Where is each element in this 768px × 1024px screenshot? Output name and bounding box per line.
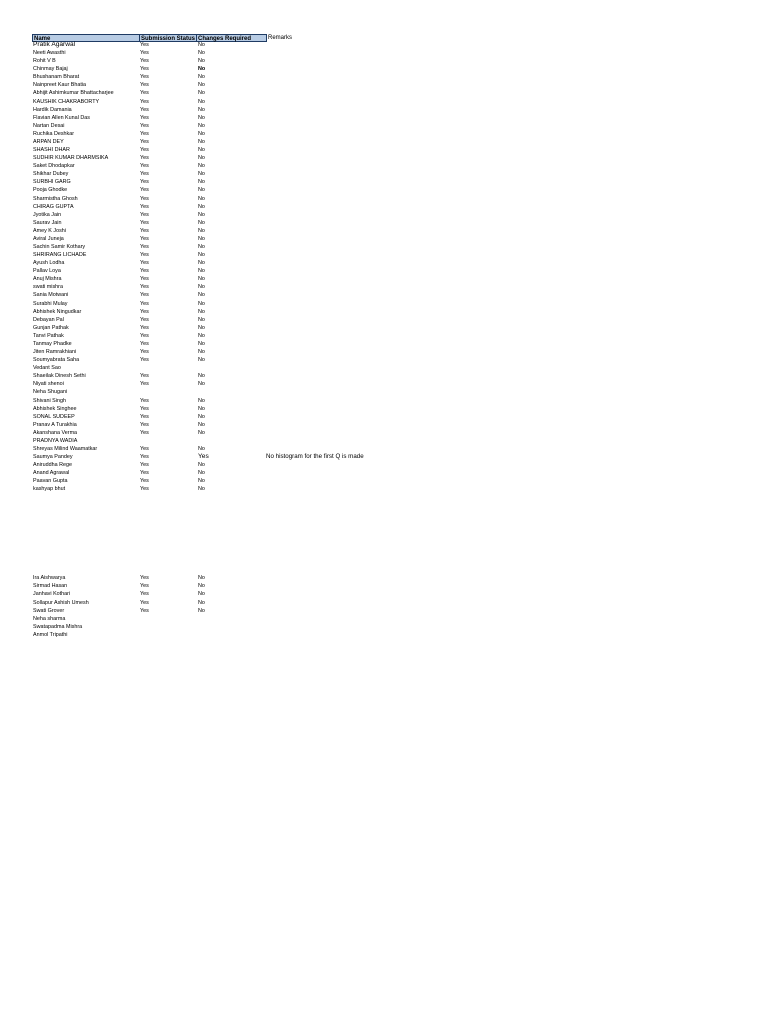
submission-cell[interactable]: Yes — [140, 284, 149, 291]
table-row — [0, 518, 768, 526]
table-row — [0, 461, 768, 469]
submission-cell[interactable]: Yes — [140, 397, 149, 404]
name-cell[interactable]: SONAL SUDEEP — [33, 413, 75, 420]
table-row — [0, 558, 768, 566]
changes-cell[interactable]: No — [198, 308, 205, 315]
submission-cell[interactable]: Yes — [140, 171, 149, 178]
submission-cell[interactable]: Yes — [140, 235, 149, 242]
changes-cell[interactable]: No — [198, 187, 205, 194]
name-cell[interactable]: Rohit V B — [33, 58, 56, 65]
table-row — [0, 267, 768, 275]
table-row — [0, 574, 768, 582]
name-cell[interactable]: Ira Aishwarya — [33, 575, 66, 582]
changes-cell[interactable]: No — [198, 82, 205, 89]
submission-cell[interactable]: Yes — [140, 462, 149, 469]
name-cell[interactable]: SHASHI DHAR — [33, 147, 70, 154]
name-cell[interactable]: Niyati shenoi — [33, 381, 64, 388]
submission-cell[interactable]: Yes — [140, 187, 149, 194]
table-row — [0, 510, 768, 518]
table-row — [0, 582, 768, 590]
changes-cell[interactable]: No — [198, 227, 205, 234]
submission-cell[interactable]: Yes — [140, 138, 149, 145]
changes-cell[interactable]: No — [198, 195, 205, 202]
submission-cell[interactable]: Yes — [140, 74, 149, 81]
table-row — [0, 251, 768, 259]
name-cell[interactable]: Flavian Allen Kunal Das — [33, 114, 90, 121]
name-cell[interactable]: Shreyas Milind Waamatkar — [33, 446, 98, 452]
changes-cell[interactable]: No — [198, 599, 205, 606]
name-cell[interactable]: Anuj Mishra — [33, 276, 62, 283]
name-cell[interactable]: Vedant Sao — [33, 365, 61, 372]
name-cell[interactable]: Swati Grover — [33, 607, 65, 614]
name-cell[interactable]: Sharmistha Ghosh — [33, 195, 78, 202]
changes-cell[interactable]: No — [198, 203, 205, 210]
changes-cell[interactable]: No — [198, 324, 205, 331]
submission-cell[interactable]: Yes — [140, 478, 149, 485]
table-row — [0, 186, 768, 194]
name-cell[interactable]: Ruchika Deshkar — [33, 130, 75, 137]
table-row — [0, 534, 768, 542]
submission-cell[interactable]: Yes — [140, 252, 149, 259]
submission-cell[interactable]: Yes — [140, 300, 149, 307]
changes-cell[interactable]: No — [198, 155, 205, 162]
table-row — [0, 89, 768, 97]
name-cell[interactable]: Swatapadma Mishra — [33, 623, 83, 630]
name-cell[interactable]: Tanvi Pathak — [33, 332, 64, 339]
submission-cell[interactable]: Yes — [140, 195, 149, 202]
changes-cell[interactable]: No — [198, 421, 205, 428]
name-cell[interactable]: Pooja Ghodke — [33, 187, 68, 194]
changes-cell[interactable]: No — [198, 478, 205, 485]
name-cell[interactable]: Saurav Jain — [33, 219, 62, 226]
table-row — [0, 615, 768, 623]
submission-cell[interactable]: Yes — [140, 130, 149, 137]
changes-cell[interactable]: No — [198, 575, 205, 582]
changes-cell[interactable]: No — [198, 179, 205, 186]
name-cell[interactable]: Surabhi Mulay — [33, 300, 68, 307]
table-row — [0, 380, 768, 388]
submission-cell[interactable]: Yes — [140, 591, 149, 598]
table-row — [0, 41, 768, 49]
changes-cell[interactable]: Yes — [198, 453, 209, 461]
submission-cell[interactable]: Yes — [140, 405, 149, 412]
name-cell[interactable]: Hardik Damania — [33, 106, 72, 113]
changes-cell[interactable]: No — [198, 397, 205, 404]
submission-cell[interactable]: Yes — [140, 349, 149, 356]
table-row — [0, 502, 768, 510]
name-cell[interactable]: Shivani Singh — [33, 397, 66, 404]
table-row — [0, 308, 768, 316]
submission-cell[interactable]: Yes — [140, 82, 149, 89]
name-cell[interactable]: Akanshana Verma — [33, 429, 78, 436]
table-row — [0, 316, 768, 324]
table-row — [0, 73, 768, 81]
submission-cell[interactable]: Yes — [140, 227, 149, 234]
name-cell[interactable]: KAUSHIK CHAKRABORTY — [33, 98, 100, 105]
submission-cell[interactable]: Yes — [140, 308, 149, 315]
changes-cell[interactable]: No — [198, 357, 205, 364]
header-submission-status[interactable]: Submission Status — [141, 36, 196, 42]
submission-cell[interactable]: Yes — [140, 90, 149, 97]
table-row — [0, 356, 768, 364]
table-row — [0, 397, 768, 405]
table-row — [0, 623, 768, 631]
submission-cell[interactable]: Yes — [140, 599, 149, 606]
submission-cell[interactable]: Yes — [140, 50, 149, 57]
submission-cell[interactable]: Yes — [140, 114, 149, 121]
table-row — [0, 607, 768, 615]
submission-cell[interactable]: Yes — [140, 276, 149, 283]
submission-cell[interactable]: Yes — [140, 332, 149, 339]
changes-cell[interactable]: No — [198, 260, 205, 267]
table-row — [0, 227, 768, 235]
changes-cell[interactable]: No — [198, 349, 205, 356]
name-cell[interactable]: SURBHI GARG — [33, 179, 71, 186]
table-row — [0, 195, 768, 203]
changes-cell[interactable]: No — [198, 163, 205, 170]
table-row — [0, 162, 768, 170]
name-cell[interactable]: Janhavi Kothari — [33, 591, 71, 598]
changes-cell[interactable]: No — [198, 405, 205, 412]
table-row — [0, 211, 768, 219]
table-row — [0, 421, 768, 429]
name-cell[interactable]: Jyotika Jain — [33, 211, 62, 218]
submission-cell[interactable]: Yes — [140, 446, 149, 452]
table-row — [0, 122, 768, 130]
submission-cell[interactable]: Yes — [140, 454, 149, 461]
submission-cell[interactable]: Yes — [140, 583, 149, 590]
name-cell[interactable]: Anand Agrawal — [33, 470, 70, 477]
table-row — [0, 98, 768, 106]
table-row — [0, 154, 768, 162]
header-name[interactable]: Name — [32, 34, 140, 42]
submission-cell[interactable]: Yes — [140, 470, 149, 477]
submission-cell[interactable]: Yes — [140, 292, 149, 299]
name-cell[interactable]: Sirmad Hasan — [33, 583, 68, 590]
name-cell[interactable]: SHRIRANG LICHADE — [33, 252, 87, 259]
table-row — [0, 631, 768, 639]
changes-cell[interactable]: No — [198, 98, 205, 105]
changes-cell[interactable]: No — [198, 340, 205, 347]
table-row — [0, 170, 768, 178]
table-row — [0, 364, 768, 372]
submission-cell[interactable]: Yes — [140, 98, 149, 105]
changes-cell[interactable]: No — [198, 252, 205, 259]
changes-cell[interactable]: No — [198, 106, 205, 113]
name-cell[interactable]: Abhijit Ashimkumar Bhattacharjee — [33, 90, 114, 97]
table-row — [0, 283, 768, 291]
name-cell[interactable]: ARPAN DEY — [33, 138, 64, 145]
table-row — [0, 324, 768, 332]
table-row — [0, 146, 768, 154]
table-row — [0, 542, 768, 550]
name-cell[interactable]: Sania Motwani — [33, 292, 69, 299]
name-cell[interactable]: Soumyabrata Saha — [33, 357, 80, 364]
table-row — [0, 590, 768, 598]
changes-cell[interactable]: No — [198, 462, 205, 469]
table-row — [0, 65, 768, 73]
table-row — [0, 388, 768, 396]
submission-cell[interactable]: Yes — [140, 147, 149, 154]
table-row — [0, 243, 768, 251]
changes-cell[interactable]: No — [198, 332, 205, 339]
name-cell[interactable]: Saumya Pandey — [33, 454, 73, 461]
submission-cell[interactable]: Yes — [140, 607, 149, 614]
submission-cell[interactable]: Yes — [140, 244, 149, 250]
table-row — [0, 493, 768, 501]
name-cell[interactable]: Pranav A Turakhia — [33, 421, 77, 428]
table-row — [0, 130, 768, 138]
changes-cell[interactable]: No — [198, 130, 205, 137]
table-row — [0, 340, 768, 348]
changes-cell[interactable]: No — [198, 114, 205, 121]
table-row — [0, 57, 768, 65]
changes-cell[interactable]: No — [198, 90, 205, 97]
name-cell[interactable]: Debayan Pal — [33, 316, 64, 323]
name-cell[interactable]: Tanmay Phadke — [33, 340, 72, 347]
name-cell[interactable]: swati mishra — [33, 284, 63, 291]
table-row — [0, 429, 768, 437]
submission-cell[interactable]: Yes — [140, 179, 149, 186]
name-cell[interactable]: Saket Dhodapkar — [33, 163, 75, 170]
table-row — [0, 300, 768, 308]
table-row — [0, 259, 768, 267]
name-cell[interactable]: Nartan Desai — [33, 122, 65, 129]
name-cell[interactable]: SUDHIR KUMAR DHARMSIKA — [33, 155, 109, 162]
submission-cell[interactable]: Yes — [140, 106, 149, 113]
name-cell[interactable]: Sachin Samir Kothary — [33, 244, 86, 250]
submission-cell[interactable]: Yes — [140, 260, 149, 267]
name-cell[interactable]: Bhushanam Bharat — [33, 74, 80, 81]
table-row — [0, 332, 768, 340]
name-cell[interactable]: Shikhar Dubey — [33, 171, 69, 178]
table-row — [0, 203, 768, 211]
header-remarks[interactable]: Remarks — [268, 35, 293, 41]
changes-cell[interactable]: No — [198, 50, 205, 57]
submission-cell[interactable]: Yes — [140, 58, 149, 65]
remarks-cell[interactable]: No histogram for the first Q is made — [266, 453, 364, 461]
name-cell[interactable]: kashyap bhut — [33, 486, 66, 493]
changes-cell[interactable]: No — [198, 284, 205, 291]
changes-cell[interactable]: No — [198, 235, 205, 242]
table-row — [0, 477, 768, 485]
name-cell[interactable]: Chinmay Bajaj — [33, 66, 68, 73]
name-cell[interactable]: Abhishek Singhee — [33, 405, 77, 412]
changes-cell[interactable]: No — [198, 147, 205, 154]
name-cell[interactable]: Neha sharma — [33, 615, 66, 622]
table-row — [0, 49, 768, 57]
changes-cell[interactable]: No — [198, 42, 205, 48]
changes-cell[interactable]: No — [198, 171, 205, 178]
name-cell[interactable]: Gunjan Pathak — [33, 324, 69, 331]
table-row — [0, 469, 768, 477]
changes-cell[interactable]: No — [198, 591, 205, 598]
changes-cell[interactable]: No — [198, 381, 205, 388]
submission-cell[interactable]: Yes — [140, 357, 149, 364]
changes-cell[interactable]: No — [198, 300, 205, 307]
submission-cell[interactable]: Yes — [140, 42, 149, 48]
name-cell[interactable]: PRADNYA WADIA — [33, 437, 78, 444]
table-row — [0, 138, 768, 146]
table-row — [0, 275, 768, 283]
changes-cell[interactable]: No — [198, 607, 205, 614]
name-cell[interactable]: Neeti Awasthi — [33, 50, 66, 57]
table-row — [0, 445, 768, 453]
name-cell[interactable]: Paavan Gupta — [33, 478, 68, 485]
table-row — [0, 235, 768, 243]
table-row — [0, 348, 768, 356]
table-row — [0, 291, 768, 299]
changes-cell[interactable]: No — [198, 74, 205, 81]
submission-cell[interactable]: Yes — [140, 429, 149, 436]
submission-cell[interactable]: Yes — [140, 66, 149, 73]
changes-cell[interactable]: No — [198, 122, 205, 129]
table-row — [0, 81, 768, 89]
submission-cell[interactable]: Yes — [140, 219, 149, 226]
table-row — [0, 178, 768, 186]
table-row — [0, 566, 768, 574]
table-row — [0, 550, 768, 558]
submission-cell[interactable]: Yes — [140, 413, 149, 420]
name-cell[interactable]: Pratik Agarwal — [33, 41, 76, 48]
submission-cell[interactable]: Yes — [140, 316, 149, 323]
submission-cell[interactable]: Yes — [140, 203, 149, 210]
submission-cell[interactable]: Yes — [140, 340, 149, 347]
submission-cell[interactable]: Yes — [140, 211, 149, 218]
changes-cell[interactable]: No — [198, 292, 205, 299]
submission-cell[interactable]: Yes — [140, 155, 149, 162]
changes-cell[interactable]: No — [198, 66, 206, 73]
table-row — [0, 413, 768, 421]
name-cell[interactable]: Aniruddha Rege — [33, 462, 72, 469]
submission-cell[interactable]: Yes — [140, 268, 149, 275]
name-cell[interactable]: Jiten Ramrakhiani — [33, 349, 77, 356]
table-row — [0, 599, 768, 607]
changes-cell[interactable]: No — [198, 268, 205, 275]
table-row — [0, 453, 768, 461]
submission-cell[interactable]: Yes — [140, 421, 149, 428]
changes-cell[interactable]: No — [198, 470, 205, 477]
changes-cell[interactable]: No — [198, 316, 205, 323]
name-cell[interactable]: Ayush Lodha — [33, 260, 65, 267]
name-cell[interactable]: Amey K Joshi — [33, 227, 66, 234]
name-cell[interactable]: Pallav Loya — [33, 268, 61, 275]
name-cell[interactable]: Anmol Tripathi — [33, 631, 68, 638]
changes-cell[interactable]: No — [198, 583, 205, 590]
submission-cell[interactable]: Yes — [140, 122, 149, 129]
table-row — [0, 372, 768, 380]
table-row — [0, 106, 768, 114]
table-row — [0, 526, 768, 534]
changes-cell[interactable]: No — [198, 219, 205, 226]
changes-cell[interactable]: No — [198, 244, 205, 250]
submission-cell[interactable]: Yes — [140, 486, 149, 493]
header-changes-required[interactable]: Changes Required — [196, 34, 267, 42]
submission-cell[interactable]: Yes — [140, 324, 149, 331]
name-cell[interactable]: Abhishek Ningudkar — [33, 308, 82, 315]
changes-cell[interactable]: No — [198, 58, 205, 65]
changes-cell[interactable]: No — [198, 446, 205, 452]
changes-cell[interactable]: No — [198, 486, 205, 493]
table-row — [0, 437, 768, 445]
changes-cell[interactable]: No — [198, 413, 205, 420]
name-cell[interactable]: Sollapur Ashish Umesh — [33, 599, 89, 606]
name-cell[interactable]: Aviral Juneja — [33, 235, 64, 242]
table-row — [0, 485, 768, 493]
submission-cell[interactable]: Yes — [140, 163, 149, 170]
changes-cell[interactable]: No — [198, 276, 205, 283]
changes-cell[interactable]: No — [198, 211, 205, 218]
submission-cell[interactable]: Yes — [140, 373, 149, 380]
changes-cell[interactable]: No — [198, 373, 205, 380]
table-row — [0, 114, 768, 122]
table-row — [0, 405, 768, 413]
changes-cell[interactable]: No — [198, 429, 205, 436]
name-cell[interactable]: Nainpreet Kaur Bhatia — [33, 82, 87, 89]
name-cell[interactable]: Neha Shugani — [33, 389, 68, 396]
changes-cell[interactable]: No — [198, 138, 205, 145]
name-cell[interactable]: CHIRAG GUPTA — [33, 203, 74, 210]
name-cell[interactable]: Shaeilak Dinesh Sethi — [33, 373, 86, 380]
submission-cell[interactable]: Yes — [140, 575, 149, 582]
table-row — [0, 219, 768, 227]
submission-cell[interactable]: Yes — [140, 381, 149, 388]
